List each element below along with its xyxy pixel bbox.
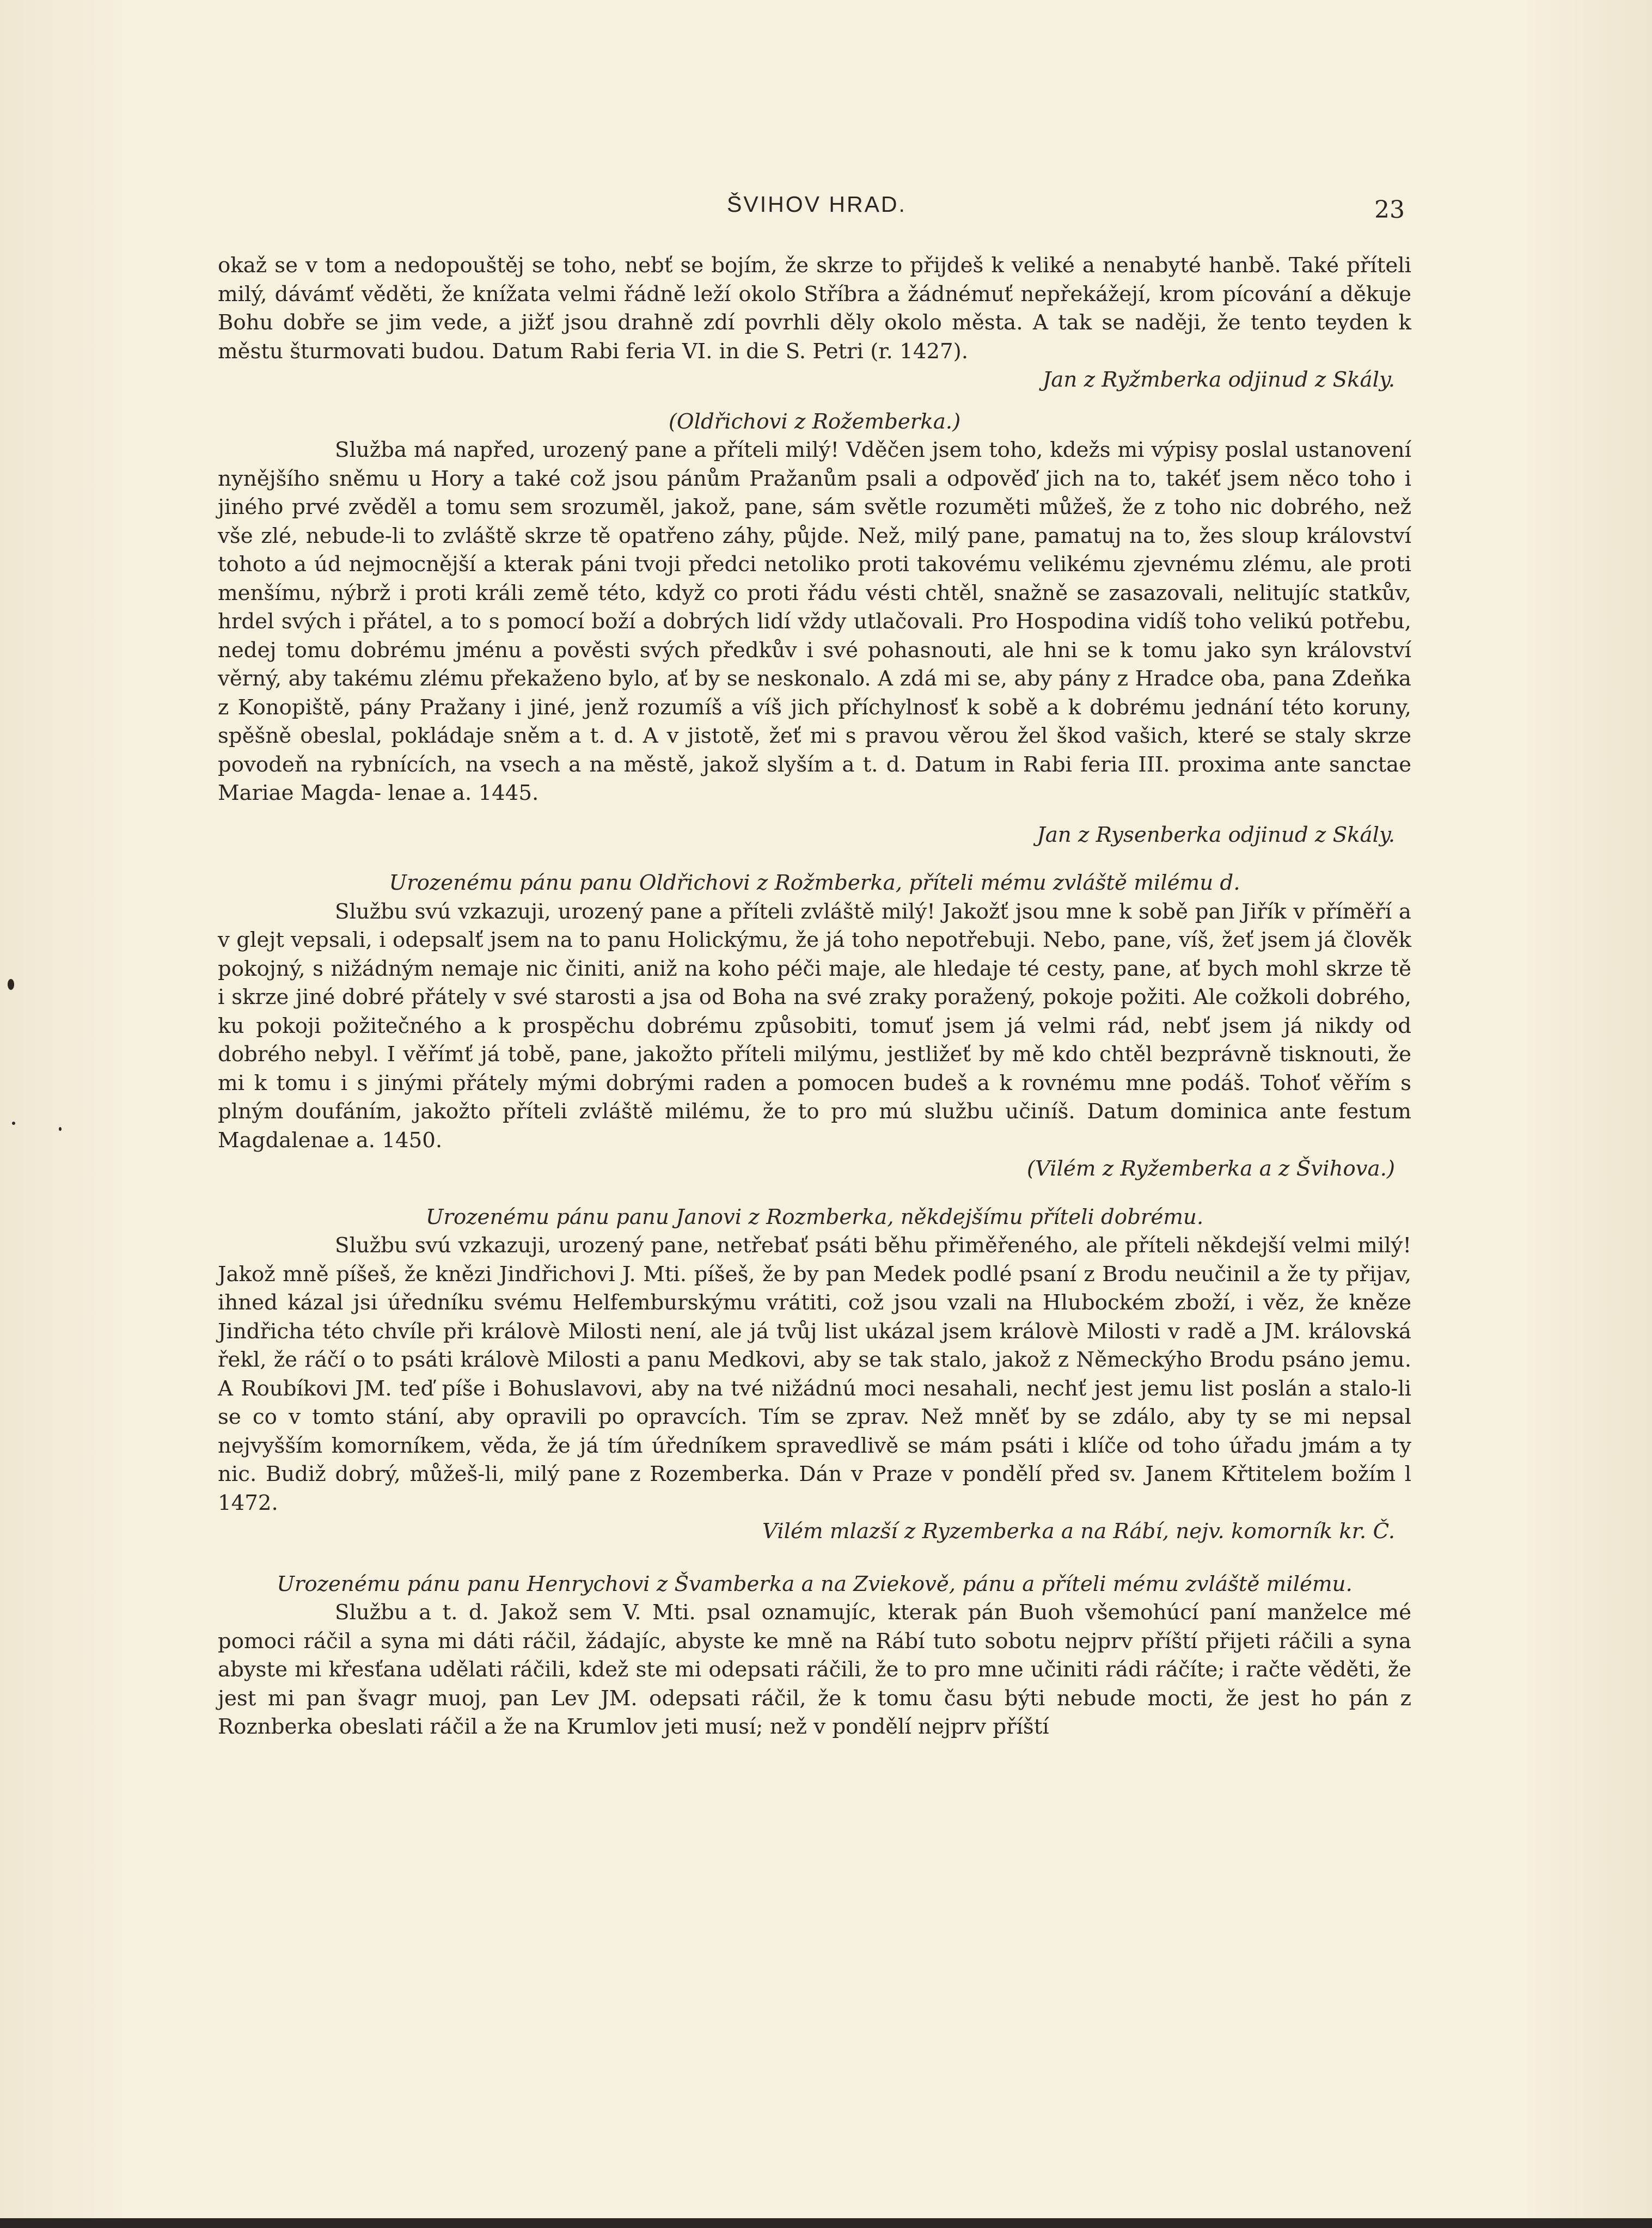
letter-2-signature: Jan z Rysenberka odjinud z Skály. <box>1037 822 1395 847</box>
letter-4-heading: Urozenému pánu panu Janovi z Rozmberka, někdejšímu příteli dobrému. <box>425 1204 1204 1229</box>
margin-ink-dot <box>12 1122 15 1125</box>
running-head: ŠVIHOV HRAD. <box>727 192 907 217</box>
letter-4-signature: Vilém mlazší z Ryzemberka a na Rábí, nejv. komorník kr. Č. <box>762 1519 1395 1544</box>
letter-3-signature: (Vilém z Ryžemberka a z Švihova.) <box>1026 1156 1395 1181</box>
letter-1-signature: Jan z Ryžmberka odjinud z Skály. <box>1042 368 1395 392</box>
letter-5-heading: Urozenému pánu panu Henrychovi z Švamberka a na Zviekově, pánu a příteli mému zvláště milému. <box>277 1571 1353 1596</box>
letter-2-heading: (Oldřichovi z Rožemberka.) <box>668 409 961 434</box>
letter-3-heading: Urozenému pánu panu Oldřichovi z Rožmberka, příteli mému zvláště milému d. <box>389 871 1240 895</box>
letter-1-body: okaž se v tom a nedopouštěj se toho, nebť se bojím, že skrze to přijdeš k veliké a nenabyté hanbě. Také příteli milý, dávámť věděti, že knížata velmi řádně leží okolo Stříbra a žádnémuť nepřekážejí, krom pícování a děkuje Bohu dobře se jim vede, a jižť jsou drahně zdí povrhli děly okolo města. A tak se naději, že tento teyden k městu šturmovati budou. Datum Rabi feria VI. in die S. Petri (r. 1427). <box>218 253 1411 364</box>
letter-3-body: Službu svú vzkazuji, urozený pane a příteli zvláště milý! Jakožť jsou mne k sobě pan Jiřík v příměří a v glejt vepsali, i odepsalť jsem na to panu Holickýmu, že já toho nepotřebuji. Nebo, pane, víš, žeť jsem já člověk pokojný, s nižádným nemaje nic činiti, aniž na koho péči maje, ale hledaje té cesty, pane, ať bych mohl skrze tě i skrze jiné dobré přátely v své starosti a jsa od Boha na své zraky poražený, pokoje požiti. Ale cožkoli dobrého, ku pokoji požitečného a k prospěchu dobrému způsobiti, tomuť jsem já velmi rád, nebť jsem já nikdy od dobrého nebyl. I věřímť já tobě, pane, jakožto příteli milýmu, jestližeť by mě kdo chtěl bezprávně tisknouti, že mi k tomu i s jinými přátely mými dobrými raden a pomocen budeš a k rovnému mne podáš. Tohoť věřím s plným doufáním, jakožto příteli zvláště milému, že to pro mú službu učiníš. Datum dominica ante festum Magdalenae a. 1450. <box>218 899 1411 1153</box>
scan-bottom-edge <box>0 2218 1652 2228</box>
margin-ink-dot <box>59 1127 62 1131</box>
letter-4-body: Službu svú vzkazuji, urozený pane, netřebať psáti běhu přiměřeného, ale příteli někdejší velmi milý! Jakož mně píšeš, že knězi Jindřichovi J. Mti. píšeš, že by pan Medek podlé psaní z Brodu neučinil a že ty přijav, ihned kázal jsi úředníku svému Helfemburskýmu vrátiti, což jsou vzali na Hlubockém zboží, i věz, že kněze Jindřicha této chvíle při královè Milosti není, ale já tvůj list ukázal jsem královè Milosti v radě a JM. královská řekl, že ráčí o to psáti královè Milosti a panu Medkovi, aby se tak stalo, jakož z Německýho Brodu psáno jemu. A Roubíkovi JM. teď píše i Bohuslavovi, aby na tvé nižádnú moci nesahali, nechť jest jemu list poslán a stalo-li se co v tomto stání, aby opravili po opravcích. Tím se zprav. Než mněť by se zdálo, aby ty se mi nepsal nejvyšším komorníkem, věda, že já tím úředníkem spravedlivě se mám psáti i klíče od toho úřadu jmám a ty nic. Budiž dobrý, můžeš-li, milý pane z Rozemberka. Dán v Praze v pondělí před sv. Janem Křtitelem božím l 1472. <box>218 1233 1411 1515</box>
page-header <box>218 192 1416 224</box>
body-text <box>218 252 1411 1742</box>
margin-ink-mark <box>8 979 14 990</box>
letter-2-body: Služba má napřed, urozený pane a příteli milý! Vděčen jsem toho, kdežs mi výpisy poslal ustanovení nynějšího sněmu u Hory a také což jsou pánům Pražanům psali a odpověď jich na to, takéť jsem něco toho i jiného prvé zvěděl a tomu sem srozuměl, jakož, pane, sám světle rozuměti můžeš, že z toho nic dobrého, než vše zlé, nebude-li to zvláště skrze tě opatřeno záhy, půjde. Než, milý pane, pamatuj na to, žes sloup království tohoto a úd nejmocnější a kterak páni tvoji předci netoliko proti takovému velikému zjevnému zlému, ale proti menšímu, nýbrž i proti králi země této, když co proti řádu vésti chtěl, snažně se zasazovali, nelitujíc statkův, hrdel svých i přátel, a to s pomocí boží a dobrých lidí vždy utlačovali. Pro Hospodina vidíš toho velikú potřebu, nedej tomu dobrému jménu a pověsti svých předkův i své pohasnouti, ale hni se k tomu jako syn království věrný, aby takému zlému překaženo bylo, ať by se neskonalo. A zdá mi se, aby pány z Hradce oba, pana Zdeňka z Konopiště, pány Pražany i jiné, jenž rozumíš a víš jich příchylnosť k sobě a k dobrému jednání této koruny, spěšně obeslal, pokládaje sněm a t. d. A v jistotě, žeť mi s pravou věrou žel škod vašich, které se staly skrze povodeň na rybnících, na vsech a na městě, jakož slyším a t. d. Datum in Rabi feria III. proxima ante sanctae Mariae Magda- lenae a. 1445. <box>218 438 1411 805</box>
letter-5-body: Službu a t. d. Jakož sem V. Mti. psal oznamujíc, kterak pán Buoh všemohúcí paní manželce mé pomoci ráčil a syna mi dáti ráčil, žádajíc, abyste ke mně na Rábí tuto sobotu nejprv příští přijeti ráčili a syna abyste mi křesťana udělati ráčili, kdež ste mi odepsati ráčili, že to pro mne učiniti rádi ráčíte; i račte věděti, že jest mi pan švagr muoj, pan Lev JM. odepsati ráčil, že k tomu času býti nebude mocti, že jest ho pán z Roznberka obeslati ráčil a že na Krumlov jeti musí; než v pondělí nejprv příští <box>218 1600 1411 1739</box>
page-number: 23 <box>1374 196 1405 224</box>
